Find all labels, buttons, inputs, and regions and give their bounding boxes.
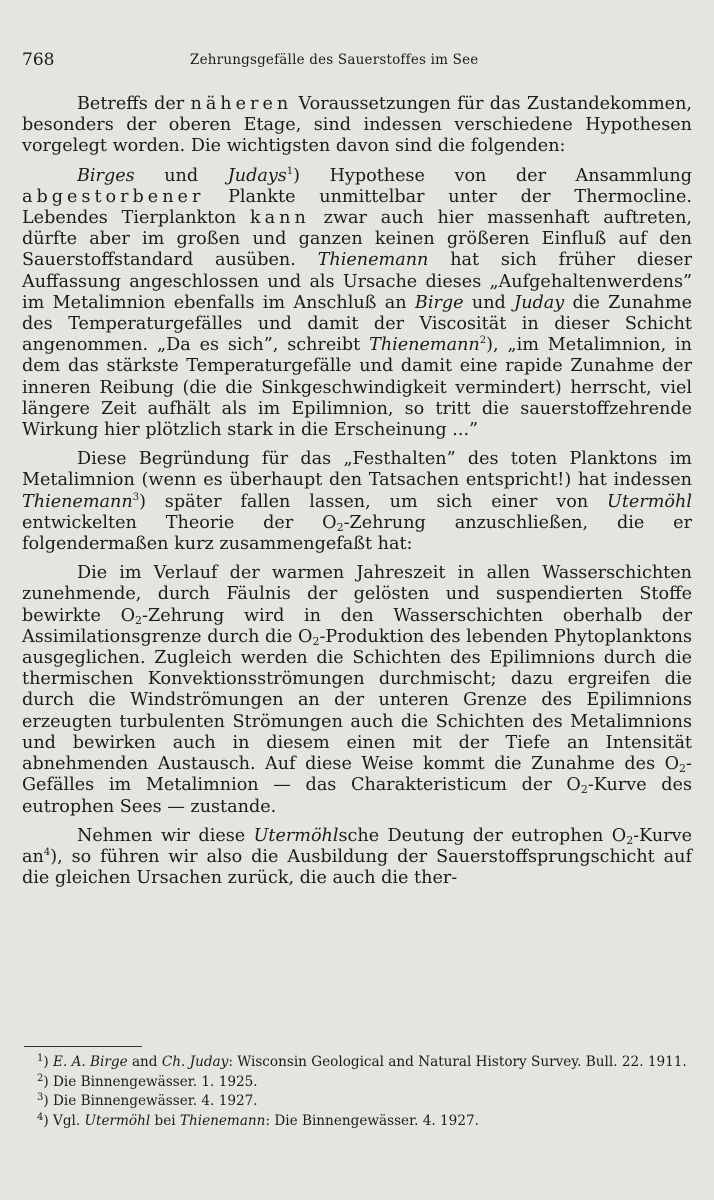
footnote-mark: 1 [37,1053,44,1064]
author-name: Birges [77,165,135,186]
text-run: die Zunahme des Temperaturgefälles und damit der Viscosität in dieser Schicht angenommen. „Da es sich”, schreibt [22,292,692,356]
text-run: ), so führen wir also die Ausbildung der Sauerstoffsprungschicht auf die gleichen Ursachen zurück, die auch die ther- [22,846,692,889]
footnote-1 [22,1054,692,1072]
paragraph-2 [22,166,692,442]
author-name: Thienemann [369,335,480,356]
subscript: 2 [580,783,588,797]
text-run: und [463,292,515,313]
text-run: Nehmen wir diese [77,825,254,846]
subscript: 2 [626,833,634,847]
text-run: -Zehrung anzuschließen, die er folgendermaßen kurz zusammengefaßt hat: [22,512,692,555]
text-run: -Gefälles im Metalimnion — das Charakteristicum der O [22,754,692,796]
footnote-ref: 4 [43,846,51,858]
author-name: Utermöhl [84,1112,151,1129]
text-run: ) [43,1073,49,1090]
text-run: ) Hypothese von der Ansammlung [293,165,692,186]
text-run: ) [43,1093,49,1109]
author-name: Thienemann [317,250,429,271]
text-run: : Die Binnengewässer. 4. 1927. [265,1112,479,1129]
paragraph-4-quote [22,563,692,817]
paragraph-1 [22,94,692,158]
text-run: Vgl. [48,1112,85,1129]
page-header [22,50,694,74]
subscript: 2 [135,613,143,627]
text-run: und [134,165,228,186]
text-run: Betreffs der [77,94,191,114]
subscript: 2 [679,762,687,776]
subscript: 2 [336,520,344,534]
text-run: -Produktion des lebenden Phytoplanktons ausgeglichen. Zugleich werden die Schichten des Epilimnions durch die thermischen Konvektionsströmungen durchmischt; dazu ergreifen die durch die Windströmungen an der unteren Grenze des Epilimnions erzeugten turbulenten Strömungen auch die Schichten des Metalimnions und bewirken auch in diesem einen mit der Tiefe an Intensität abnehmenden Austausch. Auf diese Weise kommt die Zunahme des O [22,626,692,775]
footnote-mark: 3 [37,1092,44,1103]
author-name: Utermöhl [607,491,692,512]
paragraph-3 [22,449,692,555]
spaced-emphasis: abgestorbener [22,186,205,207]
footnote-ref: 3 [132,491,140,503]
spaced-emphasis: kann [250,208,310,229]
spaced-emphasis: näheren [190,94,293,114]
text-run: and [127,1054,162,1070]
text-run: sche Deutung der eutrophen O [338,825,627,846]
text-run: Plankte unmittelbar unter der Thermocline. Lebendes Tierplankton [22,186,692,229]
text-run: ), „im Metalimnion, in dem das stärkste Temperaturgefälle und damit eine rapide Zunahme der inneren Reibung (die die Sinkgeschwindigkeit vermindert) herrscht, viel längere Zeit aufhält als im Epilimnion, so tritt die sauerstoffzehrende Wirkung hier plötzlich stark in die Erscheinung ...” [22,335,693,441]
footnotes [22,1054,692,1132]
author-name: Utermöhl [253,825,339,846]
main-text [22,94,692,897]
footnote-3 [22,1093,692,1111]
footnote-ref: 1 [286,165,294,177]
text-run: -Kurve des eutrophen Sees — zustande. [22,775,692,817]
author-name: Juday [514,292,565,313]
text-run: hat sich früher dieser Auffassung angeschlossen und als Ursache dieses „Aufgehaltenwerdens” im Metalimnion ebenfalls im Anschluß an [22,250,692,313]
text-run: ) [43,1054,49,1070]
text-run: -Zehrung wird in den Wasserschichten oberhalb der Assimilationsgrenze durch die O [22,605,692,647]
text-run: Voraussetzungen für das Zustandekommen, besonders der oberen Etage, sind indessen verschiedene Hypothesen vorgelegt worden. Die wichtigsten davon sind die folgenden: [22,94,692,157]
footnote-ref: 2 [479,335,487,347]
paragraph-5 [22,826,692,890]
text-run: bei [150,1112,180,1129]
text-run: ) [43,1112,49,1129]
author-name: Thienemann [179,1112,266,1129]
footnote-2 [22,1074,692,1092]
subscript: 2 [312,634,320,648]
text-run: Diese Begründung für das „Festhalten” des toten Planktons im Metalimnion (wenn es überhaupt den Tatsachen entspricht!) hat indessen [22,449,692,491]
text-run: -Kurve an [22,825,692,867]
footnote-rule [24,1046,142,1047]
text-run: ) später fallen lassen, um sich einer von [139,491,608,512]
author-name: Ch. Juday [161,1054,229,1070]
text-run: Die im Verlauf der warmen Jahreszeit in allen Wasserschichten zunehmende, durch Fäulnis der gelösten und suspendierten Stoffe bewirkte O [22,563,692,626]
text-run: Die Binnengewässer. 4. 1927. [48,1093,258,1109]
author-name: E. A. Birge [53,1054,128,1070]
author-name: Judays [227,165,287,186]
text-run: Die Binnengewässer. 1. 1925. [48,1073,258,1090]
text-run: zwar auch hier massenhaft auftreten, dürfte aber im großen und ganzen keinen größeren Einfluß auf den Sauerstoffstandard ausüben. [22,208,692,271]
author-name: Birge [414,292,464,313]
page-number: 768 [22,50,55,70]
running-title: Zehrungsgefälle des Sauerstoffes im See [190,52,479,68]
footnote-mark: 4 [37,1111,44,1123]
text-run: : Wisconsin Geological and Natural History Survey. Bull. 22. 1911. [228,1054,687,1070]
footnote-4 [22,1113,692,1131]
author-name: Thienemann [22,491,133,512]
text-run: entwickelten Theorie der O [22,512,337,533]
footnote-mark: 2 [37,1072,44,1084]
